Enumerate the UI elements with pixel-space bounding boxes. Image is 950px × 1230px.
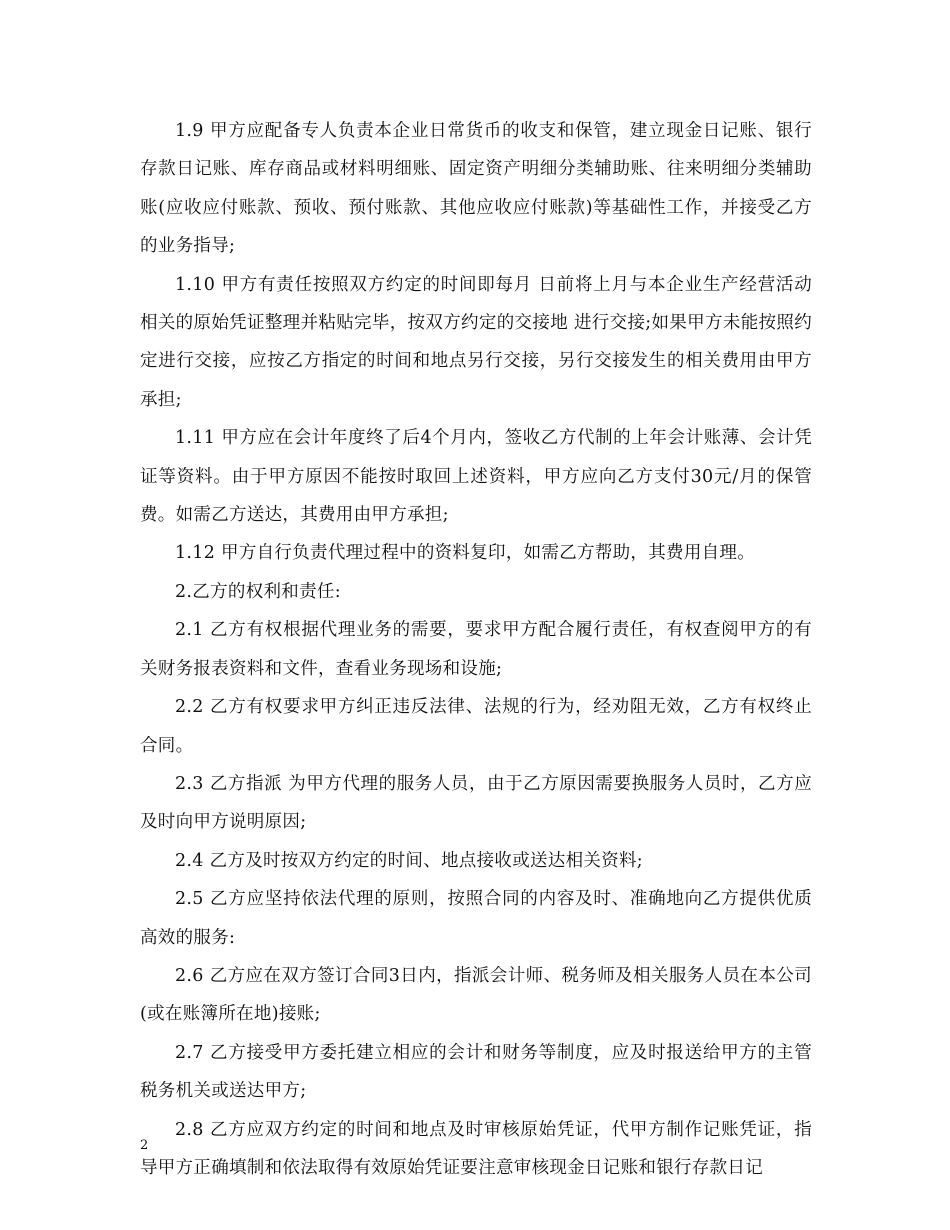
section-2-heading: 2.乙方的权利和责任: [175,581,341,602]
clause-2-4: 2.4 乙方及时按双方约定的时间、地点接收或送达相关资料; [175,850,643,871]
clause-2-8: 2.8 乙方应双方约定的时间和地点及时审核原始凭证，代甲方制作记账凭证，指导甲方正确填制和依法取得有效原始凭证要注意审核现金日记账和银行存款日记 [140,1119,812,1178]
clause-2-5: 2.5 乙方应坚持依法代理的原则，按照合同的内容及时、准确地向乙方提供优质高效的服务: [140,889,812,948]
clause-2-7: 2.7 乙方接受甲方委托建立相应的会计和财务等制度，应及时报送给甲方的主管税务机关或送达甲方; [140,1042,812,1102]
clause-1-10: 1.10 甲方有责任按照双方约定的时间即每月 日前将上月与本企业生产经营活动相关的原始凭证整理并粘贴完毕，按双方约定的交接地 进行交接;如果甲方未能按照约定进行交接，应按乙方指定的时间和地点另行交接，另行交接发生的相关费用由甲方承担; [140,274,812,410]
clause-1-11: 1.11 甲方应在会计年度终了后4个月内，签收乙方代制的上年会计账薄、会计凭证等资料。由于甲方原因不能按时取回上述资料，甲方应向乙方支付30元/月的保管费。如需乙方送达，其费用由甲方承担; [140,428,812,526]
clause-2-6: 2.6 乙方应在双方签订合同3日内，指派会计师、税务师及相关服务人员在本公司(或在账簿所在地)接账; [140,965,812,1025]
clause-2-1: 2.1 乙方有权根据代理业务的需要，要求甲方配合履行责任，有权查阅甲方的有关财务报表资料和文件，查看业务现场和设施; [140,620,812,679]
page-number: 2 [140,1138,149,1153]
clause-2-3: 2.3 乙方指派 为甲方代理的服务人员，由于乙方原因需要换服务人员时，乙方应及时向甲方说明原因; [140,773,812,833]
clause-1-12: 1.12 甲方自行负责代理过程中的资料复印，如需乙方帮助，其费用自理。 [175,543,756,564]
contract-body [140,112,812,1187]
clause-1-9: 1.9 甲方应配备专人负责本企业日常货币的收支和保管，建立现金日记账、银行存款日记账、库存商品或材料明细账、固定资产明细分类辅助账、往来明细分类辅助账(应收应付账款、预收、预付账款、其他应收应付账款)等基础性工作，并接受乙方的业务指导; [140,121,812,257]
clause-2-2: 2.2 乙方有权要求甲方纠正违反法律、法规的行为，经劝阻无效，乙方有权终止合同。 [140,697,812,756]
